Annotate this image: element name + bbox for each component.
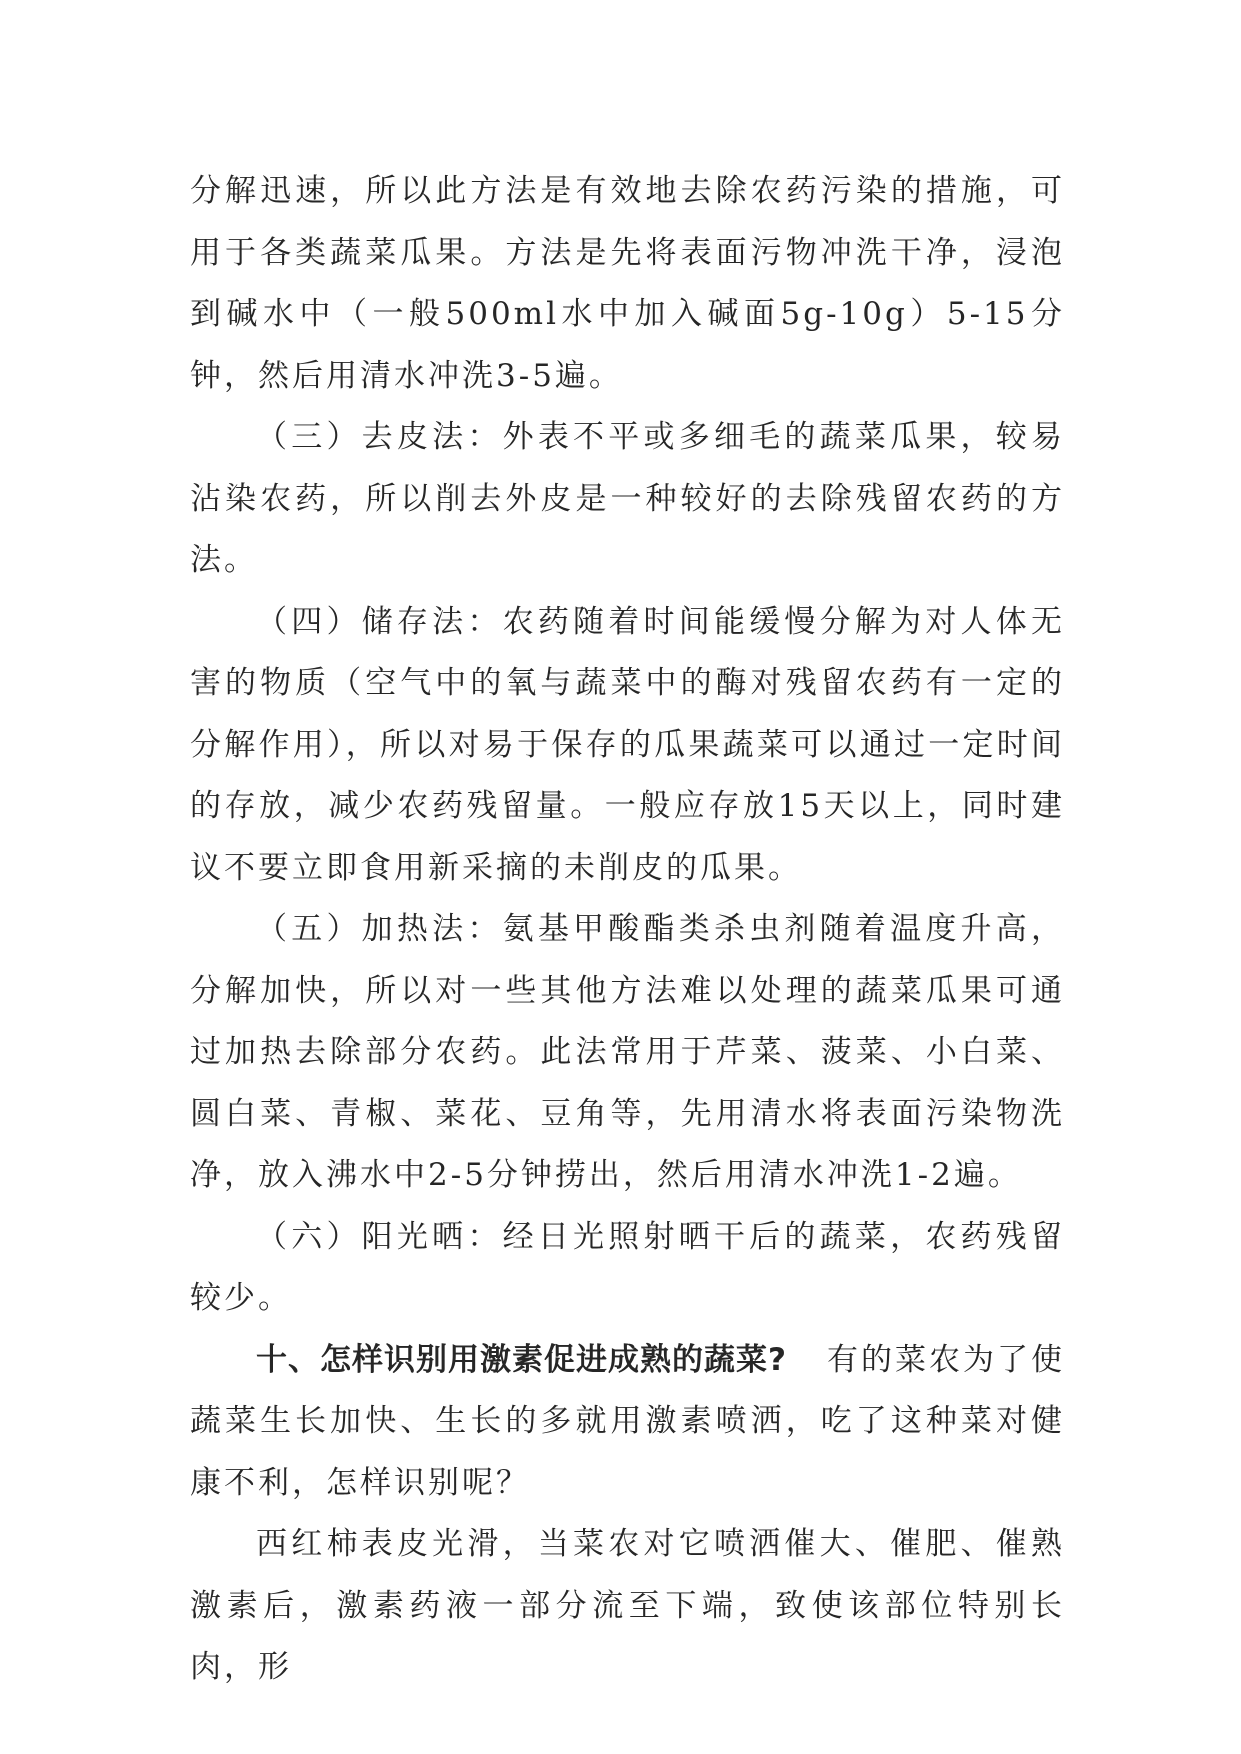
paragraph-hormone-section <box>190 1330 1065 1515</box>
paragraph-peeling-method: （三）去皮法：外表不平或多细毛的蔬菜瓜果，较易沾染农药，所以削去外皮是一种较好的去除残留农药的方法。 <box>190 419 1065 578</box>
document-body <box>190 161 1065 1699</box>
paragraph-alkali-soak: 分解迅速，所以此方法是有效地去除农药污染的措施，可用于各类蔬菜瓜果。方法是先将表面污物冲洗干净，浸泡到碱水中（一般500ml水中加入碱面5g-10g）5-15分钟，然后用清水冲洗3-5遍。 <box>190 173 1065 394</box>
paragraph-tomato: 西红柿表皮光滑，当菜农对它喷洒催大、催肥、催熟激素后，激素药液一部分流至下端，致使该部位特别长肉，形 <box>190 1526 1065 1685</box>
paragraph-heating-method: （五）加热法：氨基甲酸酯类杀虫剂随着温度升高，分解加快，所以对一些其他方法难以处理的蔬菜瓜果可通过加热去除部分农药。此法常用于芹菜、菠菜、小白菜、圆白菜、青椒、菜花、豆角等，先用清水将表面污染物洗净，放入沸水中2-5分钟捞出，然后用清水冲洗1-2遍。 <box>190 911 1065 1193</box>
section-intro-text: 有的菜农为了使蔬菜生长加快、生长的多就用激素喷洒，吃了这种菜对健康不利，怎样识别呢？ <box>190 1341 1066 1501</box>
paragraph-sun-drying: （六）阳光晒：经日光照射晒干后的蔬菜，农药残留较少。 <box>190 1218 1065 1316</box>
paragraph-storage-method: （四）储存法：农药随着时间能缓慢分解为对人体无害的物质（空气中的氧与蔬菜中的酶对残留农药有一定的分解作用），所以对易于保存的瓜果蔬菜可以通过一定时间的存放，减少农药残留量。一般应存放15天以上，同时建议不要立即食用新采摘的未削皮的瓜果。 <box>190 603 1065 886</box>
section-heading: 十、怎样识别用激素促进成熟的蔬菜? <box>256 1341 787 1378</box>
